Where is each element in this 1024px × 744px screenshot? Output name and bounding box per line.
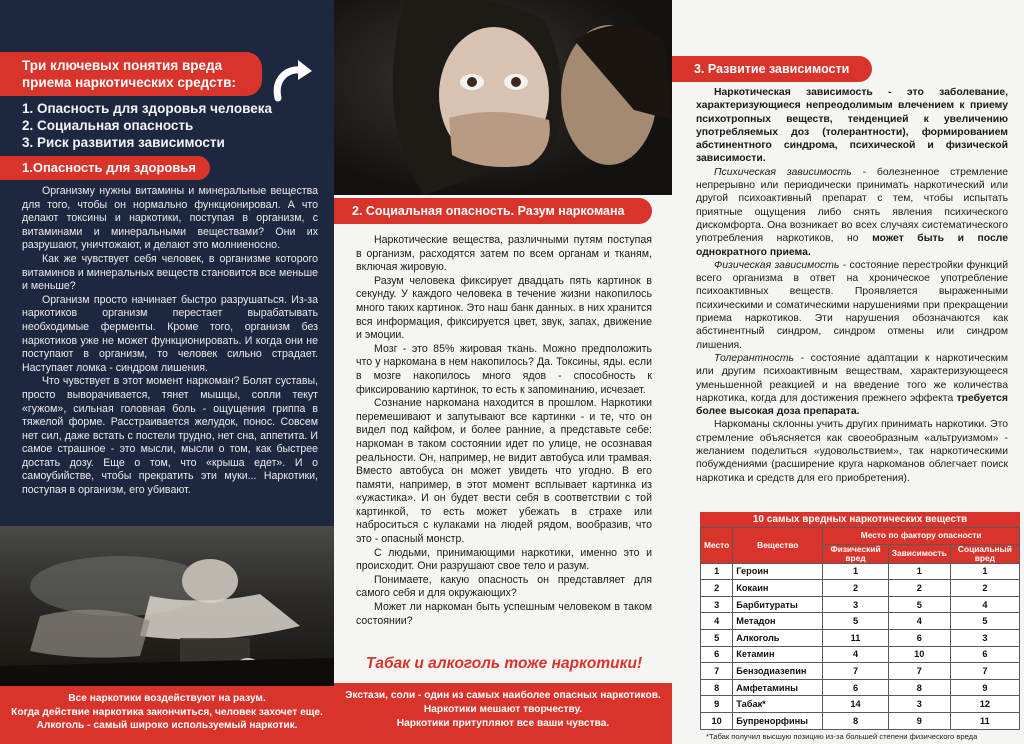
cell-dependence: 3 <box>888 696 950 713</box>
health-danger-heading: 1.Опасность для здоровья <box>0 156 210 180</box>
paragraph: Организму нужны витамины и минеральные вещества для того, чтобы он нормально функционировал. А что делают токсины и наркотики, поступая в организм, с витаминами и минеральными веществами? Они их разрушают, уничтожают, и делают это молниеносно. <box>22 185 318 252</box>
cell-place: 5 <box>701 629 733 646</box>
column-header-substance: Вещество <box>733 528 823 564</box>
footer-line: Когда действие наркотика закончиться, человек захочет еще. <box>11 706 323 718</box>
term: Толерантность <box>714 352 794 364</box>
paragraph: Что чувствует в этот момент наркоман? Болят суставы, просто выворачивается, тянет мышцы, сопли текут «гужом», сильная головная боль - ощущения гриппа в тяжелой форме. Расстраивается желудок, понос. Совсем нет сил, даже встать с постели трудно, нет сна, аппетита. И самое страшное - это мысли, мысли о том, как быстрее достать дозу. Еще о том, что «крыша едет». И о самоубийстве, чтобы прекратить эти муки... Наркотики, поступая в организм, его убивают. <box>22 375 318 497</box>
key-concepts-title-line: Три ключевых понятия вреда <box>22 58 223 73</box>
table-row <box>701 712 1020 729</box>
cell-place: 1 <box>701 563 733 580</box>
key-concept-item: 3. Риск развития зависимости <box>22 135 225 150</box>
cell-substance: Алкоголь <box>733 629 823 646</box>
health-danger-text <box>22 185 318 498</box>
frightened-woman-photo <box>334 0 672 195</box>
key-concept-item: 2. Социальная опасность <box>22 118 194 133</box>
table-row <box>701 596 1020 613</box>
harmful-substances-table <box>700 527 1020 730</box>
frightened-woman-illustration <box>334 0 672 195</box>
cell-social: 3 <box>950 629 1019 646</box>
emphasis: может быть и после однократного приема. <box>696 233 1008 258</box>
cell-physical: 2 <box>823 580 888 597</box>
tobacco-alcohol-slogan: Табак и алкоголь тоже наркотики! <box>365 655 643 672</box>
cell-place: 4 <box>701 613 733 630</box>
cell-place: 3 <box>701 596 733 613</box>
cell-place: 8 <box>701 679 733 696</box>
cell-place: 9 <box>701 696 733 713</box>
table-row <box>701 646 1020 663</box>
table-row <box>701 613 1020 630</box>
paragraph: Понимаете, какую опасность он представляет для самого себя и для окружающих? <box>356 573 652 600</box>
paragraph: С людьми, принимающими наркотики, именно это и происходит. Они разрушают свое тело и разум. <box>356 546 652 573</box>
key-concepts-title <box>0 52 262 96</box>
cell-substance: Кетамин <box>733 646 823 663</box>
cell-social: 4 <box>950 596 1019 613</box>
paragraph: Как же чувствует себя человек, в организме которого витаминов и минеральных веществ становится все меньше и меньше? <box>22 252 318 293</box>
footer-line: Алкоголь - самый широко используемый наркотик. <box>36 720 298 731</box>
dependence-heading: 3. Развитие зависимости <box>672 56 872 82</box>
cell-social: 6 <box>950 646 1019 663</box>
panel-social <box>334 0 672 744</box>
cell-social: 5 <box>950 613 1019 630</box>
term: Психическая зависимость <box>714 166 852 178</box>
definition: - это заболевание, характеризующиеся непреодолимым влечением к приему психотропных веществ, тенденцией к увеличению употребляемых доз (толерантности), формированием абстинентного синдрома, психической и физической зависимости. <box>696 87 1009 165</box>
cell-social: 11 <box>950 712 1019 729</box>
cell-dependence: 8 <box>888 679 950 696</box>
paragraph: Организм просто начинает быстро разрушаться. Из-за наркотиков организм перестает вырабатывать необходимые ферменты. Кроме того, организм без наркотиков уже не может функционировать. И когда они не поступают в организм, то человек сильно страдает. Наступает ломка - синдром лишения. <box>22 293 318 374</box>
cell-place: 10 <box>701 712 733 729</box>
cell-substance: Барбитураты <box>733 596 823 613</box>
cell-physical: 1 <box>823 563 888 580</box>
footer-line: Наркотики притупляют все ваши чувства. <box>396 718 610 729</box>
paragraph: Может ли наркоман быть успешным человеком в таком состоянии? <box>356 601 652 627</box>
key-concepts-list <box>22 100 272 151</box>
footer-banner <box>0 686 334 744</box>
cell-physical: 4 <box>823 646 888 663</box>
cell-substance: Бупренорфины <box>733 712 823 729</box>
cell-dependence: 4 <box>888 613 950 630</box>
paragraph: Мозг - это 85% жировая ткань. Можно предположить что у наркомана в нем накопилось? Да. Токсины, яды. если в мозге накопилось много ядов - способность к фиксированию картинок, то есть к запоминанию, исчезает. <box>356 342 652 396</box>
paragraph <box>696 352 1008 418</box>
table-footnote: *Табак получил высшую позицию из-за большей степени физического вреда <box>706 731 978 741</box>
footer-line: Наркотики мешают творчеству. <box>423 704 583 715</box>
cell-substance: Бензодиазепин <box>733 663 823 680</box>
column-header-dependence: Зависимость <box>888 544 950 563</box>
cell-social: 1 <box>950 563 1019 580</box>
dependence-text <box>696 86 1008 485</box>
cell-place: 2 <box>701 580 733 597</box>
paragraph <box>696 86 1008 166</box>
table-row <box>701 696 1020 713</box>
key-concept-item: 1. Опасность для здоровья человека <box>22 101 272 116</box>
paragraph: Наркоманы склонны учить других принимать наркотики. Это стремление объясняется как своеобразным «альтруизмом» - желанием поделиться «удовольствием», так наркотическими побуждениями (расширение круга наркоманов облегчает поиск наркотика и средств для его приобретения). <box>696 419 1008 484</box>
panel-dependence <box>672 0 1024 744</box>
cell-physical: 7 <box>823 663 888 680</box>
cell-physical: 5 <box>823 613 888 630</box>
cell-physical: 8 <box>823 712 888 729</box>
cell-dependence: 10 <box>888 646 950 663</box>
column-header-social: Социальный вред <box>950 544 1019 563</box>
table-row <box>701 580 1020 597</box>
cell-dependence: 1 <box>888 563 950 580</box>
curved-arrow-icon <box>268 58 316 106</box>
cell-substance: Амфетамины <box>733 679 823 696</box>
addict-photo <box>0 526 334 686</box>
cell-place: 7 <box>701 663 733 680</box>
key-concepts-title-line: приема наркотических средств: <box>22 75 236 90</box>
footer-line: Все наркотики воздействуют на разум. <box>68 693 266 704</box>
footer-banner <box>334 683 672 744</box>
emphasis: требуется более высокая доза препарата. <box>696 392 1008 418</box>
cell-dependence: 5 <box>888 596 950 613</box>
cell-physical: 6 <box>823 679 888 696</box>
cell-social: 9 <box>950 679 1019 696</box>
cell-place: 6 <box>701 646 733 663</box>
definition: - состояние адаптации к наркотическим или другим психоактивным веществам, характеризующееся уменьшенной реакцией и на введение того же количества наркотика, когда для достижения прежнего эффекта <box>696 352 1008 404</box>
addict-photo-illustration <box>0 526 334 686</box>
cell-physical: 3 <box>823 596 888 613</box>
paragraph <box>696 166 1008 259</box>
cell-social: 12 <box>950 696 1019 713</box>
harmful-substances-table-block <box>700 512 1020 741</box>
footer-line: Экстази, соли - один из самых наиболее опасных наркотиков. <box>345 690 661 701</box>
cell-dependence: 9 <box>888 712 950 729</box>
table-title: 10 самых вредных наркотических веществ <box>700 512 1020 527</box>
table-row <box>701 563 1020 580</box>
social-danger-text <box>356 234 652 628</box>
paragraph: Сознание наркомана находится в прошлом. Наркотики перемешивают и запутывают все картинки - и те, что он видел под кайфом, и более ранние, а представьте себе: наркоман в таком состоянии идет по улице, не осознавая реальности. Он, например, не видит автобуса или трамвая. Вместо автобуса он может увидеть что угодно. В его памяти, например, в этот момент всплывает картинка из «ужастика». И он будет вести себя в соответствии с той картинкой, то есть может убежать в страхе или наброситься с кулаками на людей рядом, вообразив, что это - опасный монстр. <box>356 397 652 546</box>
paragraph <box>696 259 1008 352</box>
cell-social: 2 <box>950 580 1019 597</box>
table-body <box>701 563 1020 729</box>
table-row <box>701 663 1020 680</box>
cell-social: 7 <box>950 663 1019 680</box>
cell-substance: Метадон <box>733 613 823 630</box>
column-group-header: Место по фактору опасности <box>823 528 1020 545</box>
paragraph: Наркотические вещества, различными путям поступая в организм, расходятся затем по всем органам и тканям, включая жировую. <box>356 234 652 274</box>
cell-dependence: 2 <box>888 580 950 597</box>
paragraph: Разум человека фиксирует двадцать пять картинок в секунду. У каждого человека в течение жизни накопилось много таких картинок. Это наш банк данных. в них хранится вся информация, фиксируется цвет, звук, запах, движение и эмоции. <box>356 274 652 342</box>
term: Физическая зависимость <box>714 259 840 271</box>
column-header-physical: Физический вред <box>823 544 888 563</box>
cell-substance: Героин <box>733 563 823 580</box>
cell-substance: Кокаин <box>733 580 823 597</box>
cell-physical: 11 <box>823 629 888 646</box>
cell-dependence: 6 <box>888 629 950 646</box>
panel-health <box>0 0 334 744</box>
table-row <box>701 679 1020 696</box>
column-header-place: Место <box>701 528 733 564</box>
cell-substance: Табак* <box>733 696 823 713</box>
cell-physical: 14 <box>823 696 888 713</box>
term: Наркотическая зависимость <box>714 87 873 98</box>
cell-dependence: 7 <box>888 663 950 680</box>
social-danger-heading: 2. Социальная опасность. Разум наркомана <box>334 198 652 224</box>
definition: - болезненное стремление непрерывно или периодически принимать наркотический или другой психоактивный препарат с тем, чтобы испытать приятные ощущения либо снять явления психического дискомфорта. Она возникает во всех случаях систематического употребления наркотиков, но <box>696 166 1008 245</box>
table-row <box>701 629 1020 646</box>
definition: - состояние перестройки функций всего организма в ответ на хроническое употребление психоактивных веществ. Проявляется выраженными психическими и соматическими нарушениями при прекращении приема наркотиков. Эти нарушения обозначаются как абстинентный синдром, синдром отмены или синдром лишения. <box>696 259 1008 351</box>
